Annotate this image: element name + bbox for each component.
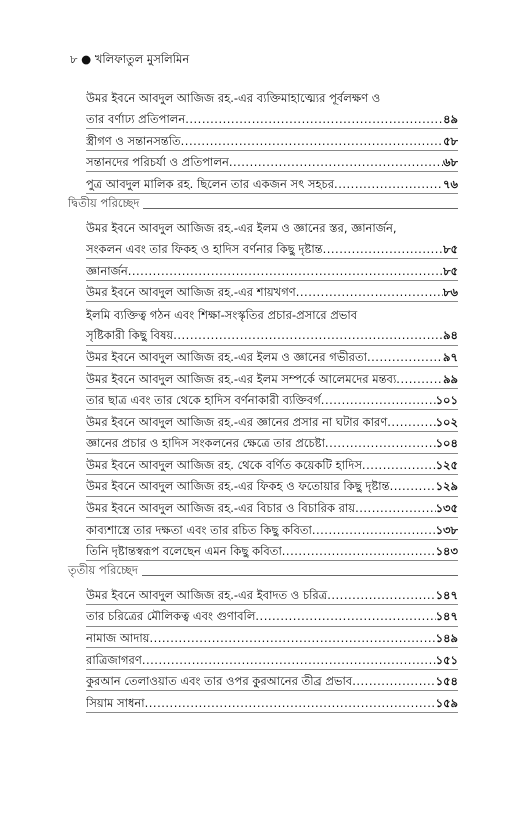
toc-entry-title: রাত্রিজাগরণ (86, 652, 142, 667)
toc-leader-dots (142, 654, 436, 669)
toc-entry-line (86, 627, 458, 649)
toc-page-number: ৯৪ (443, 328, 458, 343)
toc-page-number: ১৪৭ (435, 587, 458, 602)
toc-leader-dots (327, 589, 435, 604)
toc-entry-title: জ্ঞানার্জন (86, 263, 128, 278)
toc-page-number: ৯৯ (443, 371, 458, 386)
toc-entry-title: তার ছাত্র এবং তার থেকে হাদিস বর্ণনাকারী ব্যক্তিবর্গ (86, 393, 321, 408)
chapter-heading (68, 561, 458, 583)
toc-page-number: ৮৬ (443, 285, 458, 300)
toc-leader-dots (325, 437, 436, 452)
chapter-rule (142, 575, 458, 576)
toc-page-number: ১২৯ (435, 479, 458, 494)
toc-leader-dots (185, 113, 443, 128)
toc-entry-line (86, 259, 458, 281)
chapter-title: দ্বিতীয় পরিচ্ছেদ (68, 195, 140, 210)
toc-leader-dots (390, 480, 436, 495)
toc-leader-dots (321, 394, 436, 409)
toc-entry-title: উমর ইবনে আবদুল আজিজ রহ. থেকে বর্ণিত কয়েকটি হাদিস (86, 457, 362, 472)
toc-entry-title: সংকলন এবং তার ফিকহ ও হাদিস বর্ণনার কিছু দৃষ্টান্ত (86, 241, 323, 256)
chapter-rule (143, 208, 458, 209)
toc-leader-dots (362, 459, 436, 474)
toc-leader-dots (334, 178, 443, 193)
toc-entry-line (86, 518, 458, 540)
toc-page-number: ১০১ (435, 393, 458, 408)
toc-entry-title: উমর ইবনে আবদুল আজিজ রহ.-এর ইলম ও জ্ঞানের স্তর, জ্ঞানার্জন, (86, 221, 397, 236)
chapter-heading (68, 194, 458, 216)
page-header (70, 51, 189, 70)
toc-entry-title: উমর ইবনে আবদুল আজিজ রহ.-এর ব্যক্তিমাহাত্ম্যের পূর্বলক্ষণ ও (86, 91, 381, 106)
toc-page-number: ৬৮ (443, 155, 458, 170)
toc-page-number: ১০২ (435, 414, 458, 429)
toc-leader-dots (355, 502, 436, 517)
toc-entry-line (86, 129, 458, 151)
toc-entry-line (86, 454, 458, 476)
toc-entry-title: নামাজ আদায় (86, 631, 150, 646)
toc-leader-dots (296, 286, 443, 301)
toc-entry-title: তার চরিত্রের মৌলিকত্ব এবং গুণাবলি (86, 609, 256, 624)
toc-leader-dots (396, 373, 443, 388)
toc-entry-title: উমর ইবনে আবদুল আজিজ রহ.-এর ইবাদত ও চরিত্র (86, 587, 328, 602)
toc-entry-title: জ্ঞানের প্রচার ও হাদিস সংকলনের ক্ষেত্রে তার প্রচেষ্টা (86, 436, 325, 451)
table-of-contents (68, 86, 458, 713)
toc-leader-dots (145, 697, 436, 712)
toc-entry-title: উমর ইবনে আবদুল আজিজ রহ.-এর জ্ঞানের প্রসার না ঘটার কারণ (86, 414, 388, 429)
toc-entry-title: উমর ইবনে আবদুল আজিজ রহ.-এর ইলম ও জ্ঞানের গভীরতা (86, 349, 367, 364)
toc-page-number: ১৪৯ (435, 631, 458, 646)
toc-entry-line (86, 691, 458, 713)
toc-entry-line (86, 432, 458, 454)
toc-page-number: ১৫১ (435, 652, 458, 667)
toc-entry-line (86, 302, 458, 324)
toc-leader-dots (367, 351, 443, 366)
toc-entry-line (86, 605, 458, 627)
toc-entry-title: তিনি দৃষ্টান্তস্বরূপ বলেছেন এমন কিছু কবিতা (86, 544, 282, 559)
toc-entry-line (86, 216, 458, 238)
toc-leader-dots (255, 610, 435, 625)
toc-entry-line (86, 367, 458, 389)
toc-entry-line (86, 410, 458, 432)
toc-page-number: ৮৫ (443, 263, 458, 278)
toc-entry-title: উমর ইবনে আবদুল আজিজ রহ.-এর ইলম সম্পর্কে আলেমদের মন্তব্য (86, 371, 397, 386)
toc-entry-line (86, 324, 458, 346)
toc-entry-title: তার বর্ণাঢ্য প্রতিপালন (86, 111, 186, 126)
toc-leader-dots (181, 135, 443, 150)
toc-page-number: ৭৬ (443, 176, 458, 191)
toc-entry-title: কুরআন তেলাওয়াত এবং তার ওপর কুরআনের তীব্র প্রভাব (86, 674, 353, 689)
toc-entry-line (86, 86, 458, 108)
toc-entry-title: সিয়াম সাধনা (86, 695, 145, 710)
toc-page-number: ৮৫ (443, 241, 458, 256)
toc-leader-dots (387, 416, 435, 431)
toc-entry-line (86, 389, 458, 411)
toc-entry-line (86, 281, 458, 303)
toc-leader-dots (312, 524, 436, 539)
toc-leader-dots (282, 545, 436, 560)
toc-page-number: ১৫৪ (435, 674, 458, 689)
toc-page-number: ১৪৩ (435, 544, 458, 559)
toc-entry-line (86, 540, 458, 562)
toc-entry-line (86, 151, 458, 173)
toc-leader-dots (323, 243, 443, 258)
toc-page-number: ৪৯ (443, 111, 458, 126)
toc-entry-line (86, 497, 458, 519)
toc-entry-title: উমর ইবনে আবদুল আজিজ রহ.-এর ফিকহ ও ফতোয়ার কিছু দৃষ্টান্ত (86, 479, 390, 494)
toc-leader-dots (128, 265, 443, 280)
toc-entry-title: উমর ইবনে আবদুল আজিজ রহ.-এর বিচার ও বিচারিক রায় (86, 501, 356, 516)
header-bullet: ● (81, 52, 92, 66)
toc-entry-title: সন্তানদের পরিচর্যা ও প্রতিপালন (86, 155, 229, 170)
toc-entry-line (86, 583, 458, 605)
toc-page-number: ১৩৫ (435, 501, 458, 516)
toc-entry-line (86, 346, 458, 368)
toc-leader-dots (149, 632, 435, 647)
toc-entry-title: ইলমি ব্যক্তিত্ব গঠন এবং শিক্ষা-সংস্কৃতির প্রচার-প্রসারে প্রভাব (86, 307, 358, 322)
toc-page-number: ৯৭ (443, 349, 458, 364)
toc-leader-dots (352, 675, 435, 690)
toc-page-number: ১৪৭ (435, 609, 458, 624)
toc-entry-line (86, 172, 458, 194)
toc-page-number: ১২৫ (435, 457, 458, 472)
toc-entry-line (86, 238, 458, 260)
toc-entry-title: কাব্যশাস্ত্রে তার দক্ষতা এবং তার রচিত কিছু কবিতা (86, 522, 312, 537)
toc-entry-line (86, 648, 458, 670)
chapter-title: তৃতীয় পরিচ্ছেদ (68, 563, 138, 578)
toc-entry-title: স্ত্রীগণ ও সন্তানসন্ততি (86, 133, 181, 148)
toc-page-number: ১৫৯ (435, 695, 458, 710)
toc-page-number: ১৩৮ (435, 522, 458, 537)
toc-page-number: ৫৮ (443, 133, 458, 148)
header-book-title: খলিফাতুল মুসলিমিন (94, 52, 190, 66)
toc-entry-title: সৃষ্টিকারী কিছু বিষয় (86, 328, 174, 343)
toc-entry-line (86, 670, 458, 692)
toc-entry-line (86, 475, 458, 497)
toc-leader-dots (173, 329, 443, 344)
toc-leader-dots (229, 156, 443, 171)
toc-entry-title: উমর ইবনে আবদুল আজিজ রহ.-এর শায়খগণ (86, 285, 296, 300)
toc-entry-line (86, 108, 458, 130)
header-page-number: ৮ (70, 52, 78, 66)
toc-page-number: ১০৪ (435, 436, 458, 451)
toc-entry-title: পুত্র আবদুল মালিক রহ. ছিলেন তার একজন সৎ সহচর (86, 176, 335, 191)
